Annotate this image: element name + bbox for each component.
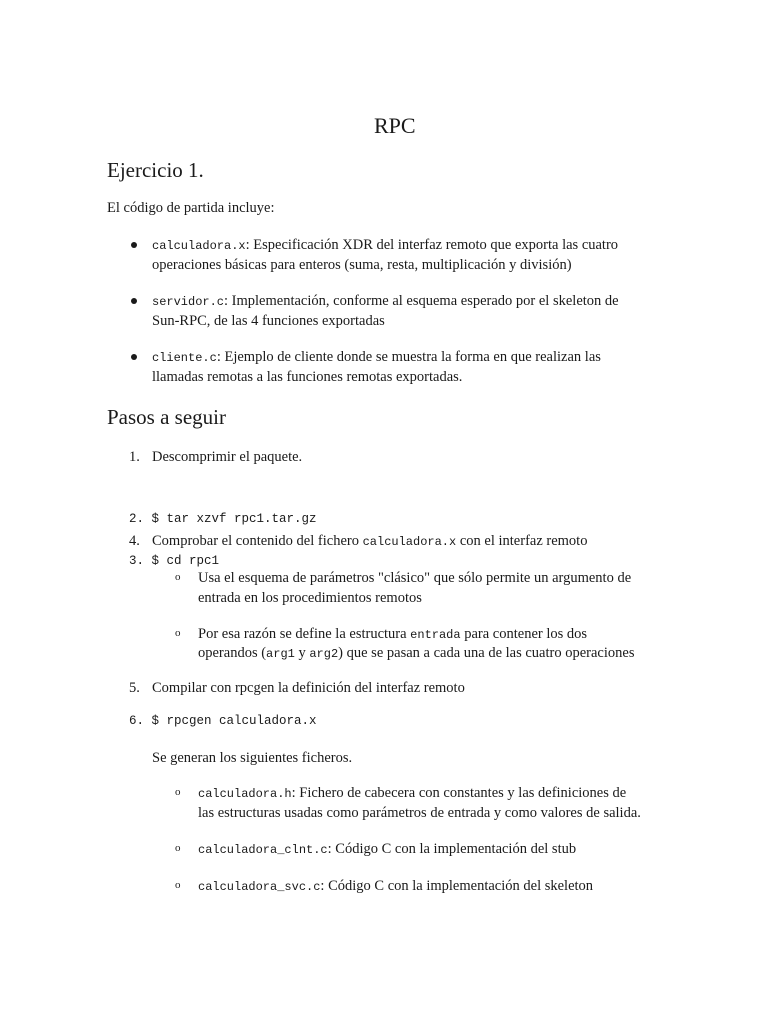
circle-bullet-icon: o [175, 879, 181, 891]
generated-intro: Se generan los siguientes ficheros. [152, 750, 353, 766]
page-title: RPC [374, 113, 416, 138]
generated-file-item: calculadora_clnt.c: Código C con la implementación del stub [198, 841, 577, 857]
circle-bullet-icon: o [175, 571, 181, 583]
circle-bullet-icon: o [175, 627, 181, 639]
list-item: calculadora.x: Especificación XDR del interfaz remoto que exporta las cuatro [152, 237, 619, 253]
code-line: 3. $ cd rpc1 [129, 554, 220, 568]
step-text: Descomprimir el paquete. [152, 449, 303, 465]
circle-bullet-icon: o [175, 786, 181, 798]
code-line: 2. $ tar xzvf rpc1.tar.gz [129, 512, 317, 526]
sub-item-continuation: operandos (arg1 y arg2) que se pasan a cada una de las cuatro operaciones [198, 645, 635, 661]
sub-item: Por esa razón se define la estructura entrada para contener los dos [198, 626, 588, 642]
step-text: Comprobar el contenido del fichero calculadora.x con el interfaz remoto [152, 533, 588, 549]
list-item: servidor.c: Implementación, conforme al esquema esperado por el skeleton de [152, 293, 619, 309]
list-item-continuation: llamadas remotas a las funciones remotas exportadas. [152, 369, 463, 385]
code-line: 6. $ rpcgen calculadora.x [129, 714, 317, 728]
generated-file-item: calculadora.h: Fichero de cabecera con constantes y las definiciones de [198, 785, 627, 801]
step-text: Compilar con rpcgen la definición del interfaz remoto [152, 680, 465, 696]
sub-item-continuation: entrada en los procedimientos remotos [198, 590, 422, 606]
bullet-icon [131, 354, 137, 360]
list-item-continuation: operaciones básicas para enteros (suma, resta, multiplicación y división) [152, 257, 572, 273]
bullet-icon [131, 242, 137, 248]
generated-file-continuation: las estructuras usadas como parámetros de entrada y como valores de salida. [198, 805, 641, 821]
step-number: 1. [129, 449, 140, 465]
step-number: 5. [129, 680, 140, 696]
section-heading-pasos: Pasos a seguir [107, 405, 226, 429]
list-item-continuation: Sun-RPC, de las 4 funciones exportadas [152, 313, 385, 329]
bullet-icon [131, 298, 137, 304]
sub-item: Usa el esquema de parámetros "clásico" que sólo permite un argumento de [198, 570, 632, 586]
list-item: cliente.c: Ejemplo de cliente donde se muestra la forma en que realizan las [152, 349, 601, 365]
section-heading-ejercicio: Ejercicio 1. [107, 158, 204, 182]
step-number: 4. [129, 533, 140, 549]
circle-bullet-icon: o [175, 842, 181, 854]
generated-file-item: calculadora_svc.c: Código C con la implementación del skeleton [198, 878, 594, 894]
intro-text: El código de partida incluye: [107, 200, 275, 216]
